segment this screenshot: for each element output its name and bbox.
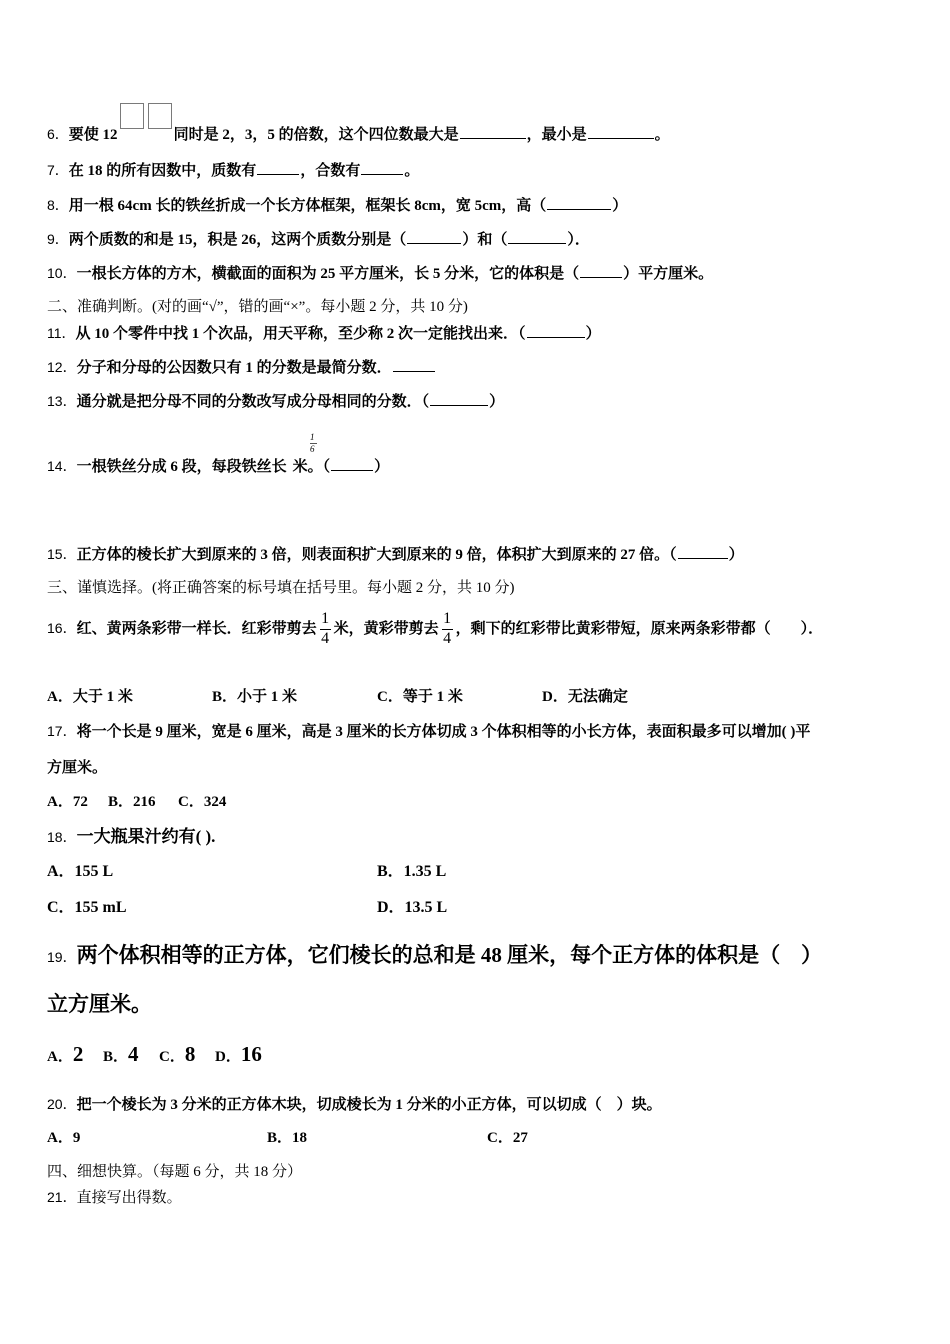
option-b[interactable]: B．216 (108, 794, 156, 810)
answer-blank-min[interactable] (588, 137, 654, 139)
question-12: 12．分子和分母的公因数只有 1 的分数是最简分数． (47, 360, 436, 376)
option-b[interactable]: B．1.35 L (377, 863, 447, 880)
option-b[interactable]: B．4 (103, 1042, 139, 1066)
question-21: 21．直接写出得数。 (47, 1189, 182, 1206)
option-d[interactable]: D．13.5 L (377, 899, 448, 916)
answer-blank-composites[interactable] (361, 173, 403, 175)
fraction-one-quarter-2: $\frac{1}{4}$ (443, 610, 452, 648)
answer-blank-judge-12[interactable] (393, 370, 435, 372)
answer-blank-judge-13[interactable] (430, 404, 488, 406)
option-b[interactable]: B．18 (267, 1130, 308, 1146)
option-a[interactable]: A．2 (47, 1042, 84, 1066)
option-a[interactable]: A．9 (47, 1130, 81, 1146)
option-a[interactable]: A．155 L (47, 863, 114, 880)
option-c[interactable]: C．等于 1 米 (377, 689, 463, 705)
question-6: 6．要使 12 同时是 2，3，5 的倍数，这个四位数最大是 ，最小是 。 (47, 117, 670, 143)
digit-box-1[interactable] (120, 103, 144, 129)
question-17: 17．将一个长是 9 厘米，宽是 6 厘米，高是 3 厘米的长方体切成 3 个体积相等的小长方体，表面积最多可以增加( )平 (47, 723, 811, 740)
section-2-heading: 二、准确判断。(对的画“√”，错的画“×”。每小题 2 分，共 10 分) (47, 299, 468, 315)
answer-blank-judge-15[interactable] (678, 557, 728, 559)
question-7: 7．在 18 的所有因数中，质数有 ，合数有 。 (47, 162, 420, 179)
question-20: 20．把一个棱长为 3 分米的正方体木块，切成棱长为 1 分米的小正方体，可以切成（ ）块。 (47, 1096, 662, 1113)
option-a[interactable]: A．72 (47, 794, 88, 810)
answer-blank-primes[interactable] (257, 173, 299, 175)
option-b[interactable]: B．小于 1 米 (212, 689, 298, 705)
question-14: 14．一根铁丝分成 6 段，每段铁丝长 米。（ ） (47, 458, 390, 475)
answer-blank-prime-1[interactable] (407, 242, 461, 244)
question-11: 11．从 10 个零件中找 1 个次品，用天平称，至少称 2 次一定能找出来．（ ） (47, 325, 601, 342)
answer-blank-judge-11[interactable] (527, 336, 585, 338)
option-c[interactable]: C．155 mL (47, 899, 127, 916)
option-a[interactable]: A．大于 1 米 (47, 689, 133, 705)
section-3-heading: 三、谨慎选择。(将正确答案的标号填在括号里。每小题 2 分，共 10 分) (47, 580, 515, 596)
question-8: 8．用一根 64cm 长的铁丝折成一个长方体框架，框架长 8cm，宽 5cm，高（ ） (47, 197, 628, 214)
option-c[interactable]: C．27 (487, 1130, 528, 1146)
option-d[interactable]: D．无法确定 (542, 689, 628, 705)
section-4-heading: 四、细想快算。（每题 6 分，共 18 分） (47, 1164, 303, 1180)
question-10: 10．一根长方体的方木，横截面的面积为 25 平方厘米，长 5 分米，它的体积是（ ）平方厘米。 (47, 265, 714, 282)
question-16: 16．红、黄两条彩带一样长．红彩带剪去 $\frac{1}{4}$ 米，黄彩带剪去 $\frac{1}{4}$ ，剩下的红彩带比黄彩带短，原来两条彩带都（ ）． (47, 610, 824, 648)
question-9: 9．两个质数的和是 15，积是 26，这两个质数分别是（ ）和（ ）． (47, 231, 590, 248)
answer-blank-prime-2[interactable] (508, 242, 566, 244)
fraction-one-quarter-1: $\frac{1}{4}$ (321, 610, 330, 648)
answer-blank-judge-14[interactable] (331, 469, 373, 471)
question-19: 19．两个体积相等的正方体，它们棱长的总和是 48 厘米，每个正方体的体积是（ ） (47, 943, 823, 967)
option-c[interactable]: C．324 (178, 794, 227, 810)
fraction-one-sixth: 1 6 (310, 433, 317, 454)
question-19-cont: 立方厘米。 (47, 992, 152, 1016)
answer-blank-volume[interactable] (580, 276, 622, 278)
answer-blank-max[interactable] (460, 137, 526, 139)
question-15: 15．正方体的棱长扩大到原来的 3 倍，则表面积扩大到原来的 9 倍，体积扩大到原来的 27 倍。（ ） (47, 546, 744, 563)
question-17-cont: 方厘米。 (47, 760, 108, 776)
question-13: 13．通分就是把分母不同的分数改写成分母相同的分数．（ ） (47, 393, 505, 410)
question-18: 18．一大瓶果汁约有( ). (47, 827, 216, 846)
digit-box-2[interactable] (148, 103, 172, 129)
option-d[interactable]: D．16 (215, 1042, 262, 1066)
answer-blank-height[interactable] (547, 208, 611, 210)
option-c[interactable]: C．8 (159, 1042, 196, 1066)
